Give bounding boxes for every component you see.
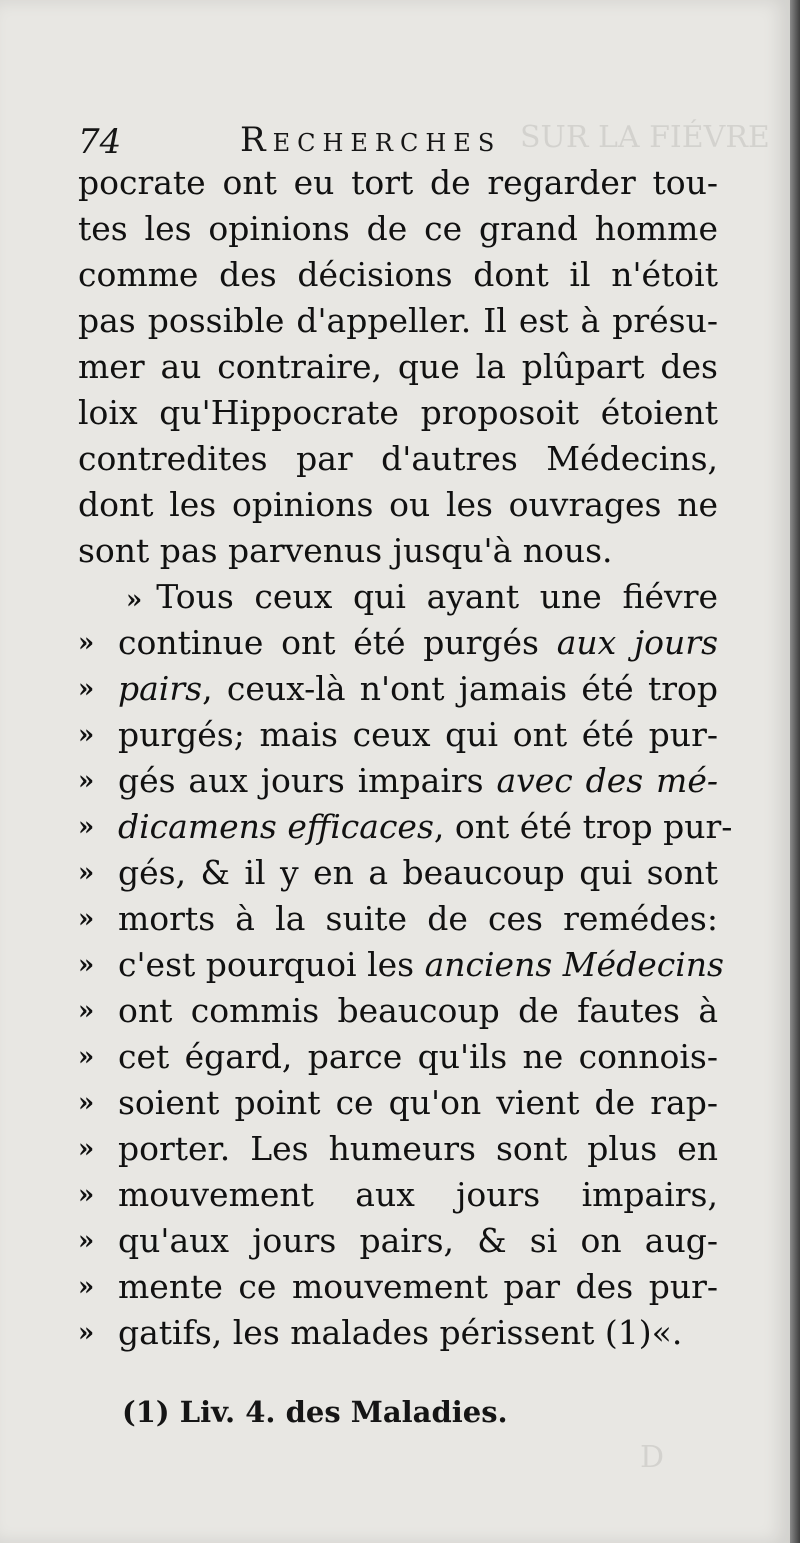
quote-mark: » <box>78 1318 95 1348</box>
text-line: contredites par d'autres Médecins, <box>78 439 718 478</box>
text-segment: gatifs, les malades périssent (1)«. <box>118 1313 683 1352</box>
text-line <box>118 712 718 758</box>
quote-line <box>78 804 733 850</box>
text-line: comme des décisions dont il n'étoit <box>78 255 718 294</box>
text-line: Tous ceux qui ayant une fiévre <box>156 577 718 616</box>
text-segment: cet égard, parce qu'ils ne connois- <box>118 1037 718 1076</box>
quote-line <box>78 1310 718 1356</box>
text-line <box>118 1310 718 1356</box>
text-line <box>118 1264 718 1310</box>
text-segment: c'est pourquoi les <box>118 945 425 984</box>
text-line <box>118 758 718 804</box>
quote-mark: » <box>78 812 95 842</box>
italic-text: aux jours <box>556 623 719 662</box>
quote-mark: » <box>78 858 95 888</box>
quote-line <box>78 1080 718 1126</box>
quote-line <box>78 1218 718 1264</box>
text-segment: , ont été trop pur- <box>433 807 733 846</box>
italic-text: dicamens efficaces <box>118 807 434 846</box>
quote-line <box>78 1126 718 1172</box>
text-segment: morts à la suite de ces remédes: <box>118 899 718 938</box>
text-line <box>118 942 724 988</box>
quote-mark: » <box>78 674 95 704</box>
text-segment: mouvement aux jours impairs, <box>118 1175 718 1214</box>
text-segment: ont commis beaucoup de fautes à <box>118 991 718 1030</box>
quote-line <box>78 896 718 942</box>
text-segment: porter. Les humeurs sont plus en <box>118 1129 718 1168</box>
body-text <box>78 160 733 1356</box>
quote-line <box>78 942 724 988</box>
text-line <box>118 850 718 896</box>
quote-mark: » <box>78 1180 95 1210</box>
text-segment: purgés; mais ceux qui ont été pur- <box>118 715 718 754</box>
quote-line <box>78 1264 718 1310</box>
text-segment: mente ce mouvement par des pur- <box>118 1267 718 1306</box>
text-line <box>118 804 733 850</box>
quote-line <box>78 666 718 712</box>
quote-mark: » <box>78 766 95 796</box>
text-line: tes les opinions de ce grand homme <box>78 209 718 248</box>
page-number: 74 <box>78 122 122 162</box>
quote-line <box>78 1034 718 1080</box>
quote-mark: » <box>78 720 95 750</box>
text-line <box>118 988 718 1034</box>
quote-line <box>78 1172 718 1218</box>
text-line: mer au contraire, que la plûpart des <box>78 347 718 386</box>
quote-mark: » <box>78 1226 95 1256</box>
bleed-through-text: SUR LA FIÉVRE <box>520 120 770 155</box>
quote-mark: » <box>78 996 95 1026</box>
running-head: Recherches <box>240 120 502 160</box>
text-line <box>118 896 718 942</box>
paragraph <box>78 160 718 574</box>
text-line <box>118 1172 718 1218</box>
quote-mark: » <box>78 1272 95 1302</box>
text-line <box>118 620 718 666</box>
text-segment: gés, & il y en a beaucoup qui sont <box>118 853 718 892</box>
quote-mark: » <box>78 1042 95 1072</box>
text-segment: qu'aux jours pairs, & si on aug- <box>118 1221 718 1260</box>
quote-mark: » <box>126 585 143 615</box>
italic-text: pairs <box>118 669 203 708</box>
quote-line <box>78 620 718 666</box>
page-edge-shadow <box>790 0 800 1543</box>
quote-line <box>78 988 718 1034</box>
text-segment: , ceux-là n'ont jamais été trop <box>202 669 718 708</box>
quote-mark: » <box>78 904 95 934</box>
text-line <box>118 666 718 712</box>
text-line <box>118 1218 718 1264</box>
quote-line <box>78 850 718 896</box>
quote-line <box>78 712 718 758</box>
text-line: pocrate ont eu tort de regarder tou- <box>78 163 718 202</box>
footnote: (1) Liv. 4. des Maladies. <box>122 1395 508 1429</box>
italic-text: avec des mé- <box>496 761 718 800</box>
text-line: dont les opinions ou les ouvrages ne <box>78 485 718 524</box>
text-line: loix qu'Hippocrate proposoit étoient <box>78 393 718 432</box>
text-line <box>118 1080 718 1126</box>
quote-mark: » <box>78 1088 95 1118</box>
text-segment: gés aux jours impairs <box>118 761 497 800</box>
text-line: sont pas parvenus jusqu'à nous. <box>78 531 613 570</box>
text-segment: continue ont été purgés <box>118 623 557 662</box>
quoted-passage <box>78 574 733 1356</box>
italic-text: anciens Médecins <box>424 945 724 984</box>
text-line: pas possible d'appeller. Il est à présu- <box>78 301 718 340</box>
text-line <box>118 1126 718 1172</box>
quote-mark: » <box>78 1134 95 1164</box>
text-line <box>118 1034 718 1080</box>
quote-mark: » <box>78 950 95 980</box>
quote-mark: » <box>78 628 95 658</box>
page-header <box>78 118 728 164</box>
quote-line <box>78 758 718 804</box>
quote-first-line <box>78 574 718 620</box>
text-segment: soient point ce qu'on vient de rap- <box>118 1083 718 1122</box>
bleed-through-text: D <box>640 1440 665 1475</box>
